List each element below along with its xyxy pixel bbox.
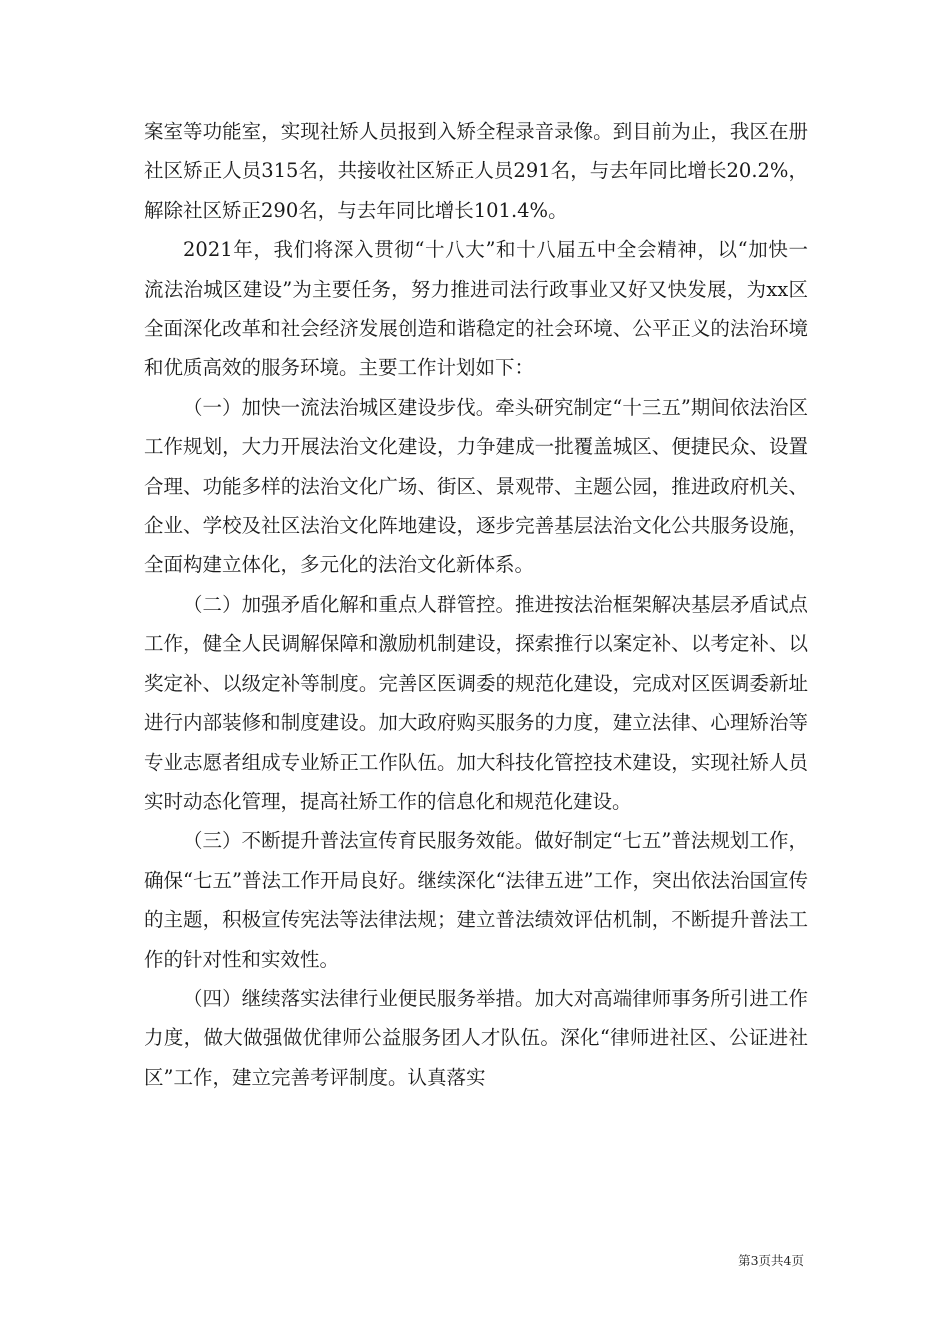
- document-page: [144, 112, 808, 1097]
- paragraph-3: （一）加快一流法治城区建设步伐。牵头研究制定“十三五”期间依法治区工作规划，大力开展法治文化建设，力争建成一批覆盖城区、便捷民众、设置合理、功能多样的法治文化广场、街区、景观带、主题公园，推进政府机关、企业、学校及社区法治文化阵地建设，逐步完善基层法治文化公共服务设施，全面构建立体化，多元化的法治文化新体系。: [144, 395, 808, 577]
- paragraph-2: 2021年，我们将深入贯彻“十八大”和十八届五中全会精神，以“加快一流法治城区建设”为主要任务，努力推进司法行政事业又好又快发展，为xx区全面深化改革和社会经济发展创造和谐稳定的社会环境、公平正义的法治环境和优质高效的服务环境。主要工作计划如下：: [144, 238, 808, 380]
- paragraph-6: （四）继续落实法律行业便民服务举措。加大对高端律师事务所引进工作力度，做大做强做优律师公益服务团人才队伍。深化“律师进社区、公证进社区”工作，建立完善考评制度。认真落实: [144, 986, 808, 1089]
- paragraph-4: （二）加强矛盾化解和重点人群管控。推进按法治框架解决基层矛盾试点工作，健全人民调解保障和激励机制建设，探索推行以案定补、以考定补、以奖定补、以级定补等制度。完善区医调委的规范化建设，完成对区医调委新址进行内部装修和制度建设。加大政府购买服务的力度，建立法律、心理矫治等专业志愿者组成专业矫正工作队伍。加大科技化管控技术建设，实现社矫人员实时动态化管理，提高社矫工作的信息化和规范化建设。: [144, 592, 808, 813]
- paragraph-5: （三）不断提升普法宣传育民服务效能。做好制定“七五”普法规划工作，确保“七五”普法工作开局良好。继续深化“法律五进”工作，突出依法治国宣传的主题，积极宣传宪法等法律法规；建立普法绩效评估机制，不断提升普法工作的针对性和实效性。: [144, 829, 808, 971]
- paragraph-1: 案室等功能室，实现社矫人员报到入矫全程录音录像。到目前为止，我区在册社区矫正人员315名，共接收社区矫正人员291名，与去年同比增长20.2%，解除社区矫正290名，与去年同比增长101.4%。: [144, 120, 808, 222]
- page-number: 第3页共4页: [738, 1253, 804, 1268]
